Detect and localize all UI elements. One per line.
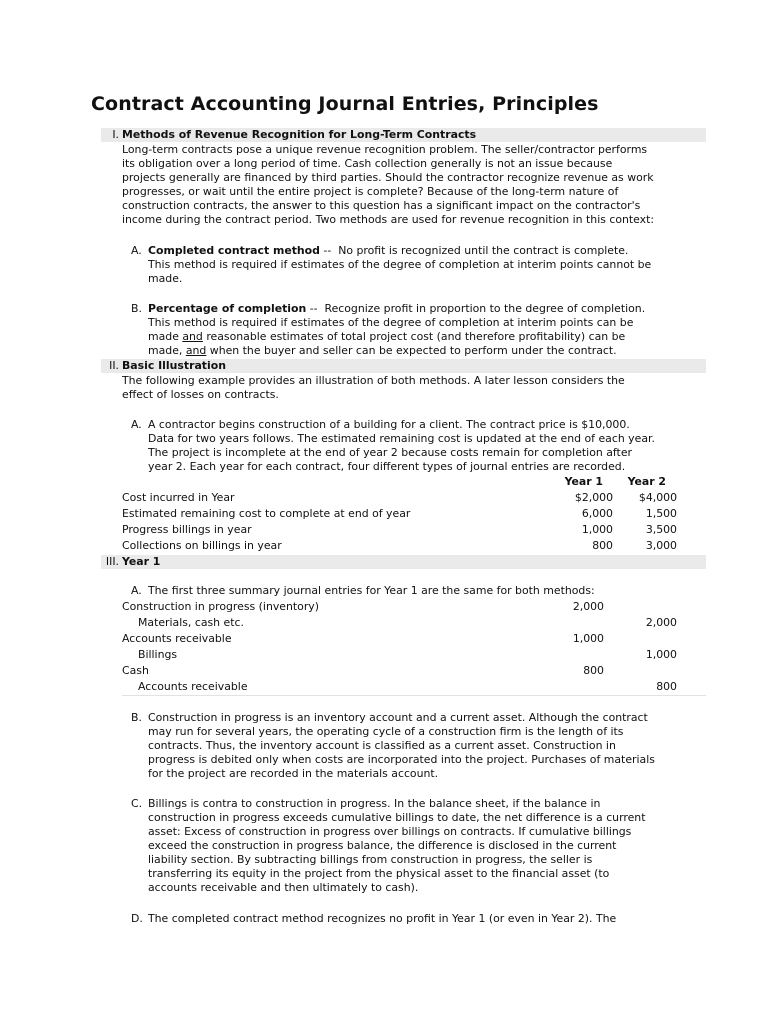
list-item-label: B. [131, 302, 142, 315]
paragraph-line: effect of losses on contracts. [122, 388, 279, 401]
list-item-line: The completed contract method recognizes no profit in Year 1 (or even in Year 2). The [148, 912, 617, 925]
table-cell: 1,500 [645, 507, 677, 520]
list-item-line: Construction in progress is an inventory account and a current asset. Although the contract [148, 711, 648, 724]
paragraph-line: its obligation over a long period of time. Cash collection generally is not an issue because [122, 157, 613, 170]
table-row-label: Collections on billings in year [122, 539, 282, 552]
journal-debit: 1,000 [572, 632, 604, 645]
table-cell: 6,000 [581, 507, 613, 520]
list-item-line [148, 302, 645, 316]
journal-credit: 1,000 [645, 648, 677, 661]
term-percentage-of-completion: Percentage of completion [148, 302, 307, 315]
section-title: Year 1 [122, 555, 161, 568]
list-item-line [148, 330, 625, 344]
table-header-year1: Year 1 [564, 475, 603, 488]
section-title: Methods of Revenue Recognition for Long-Term Contracts [122, 128, 477, 141]
list-item-line: year 2. Each year for each contract, four different types of journal entries are recorded. [148, 460, 626, 473]
list-item-line: Data for two years follows. The estimated remaining cost is updated at the end of each year. [148, 432, 655, 445]
list-item-line: This method is required if estimates of the degree of completion at interim points can be [148, 316, 634, 329]
page-title: Contract Accounting Journal Entries, Principles [91, 93, 599, 115]
table-cell: 3,500 [645, 523, 677, 536]
table-cell: 1,000 [581, 523, 613, 536]
table-cell: 800 [592, 539, 613, 552]
text: when the buyer and seller can be expected to perform under the contract. [206, 344, 617, 357]
list-item-line: The project is incomplete at the end of year 2 because costs remain for completion after [148, 446, 632, 459]
section-band [101, 555, 706, 569]
list-item-line: This method is required if estimates of the degree of completion at interim points cannot be [148, 258, 652, 271]
table-cell: $2,000 [574, 491, 613, 504]
list-item-line: transferring its equity in the project from the physical asset to the financial asset (to [148, 867, 610, 880]
table-cell: $4,000 [638, 491, 677, 504]
section-title: Basic Illustration [122, 359, 226, 372]
paragraph-line: income during the contract period. Two methods are used for revenue recognition in this context: [122, 213, 655, 226]
underlined-and: and [185, 344, 207, 357]
list-item-label: A. [131, 244, 142, 257]
journal-account: Cash [122, 664, 149, 677]
list-item-line: Billings is contra to construction in progress. In the balance sheet, if the balance in [148, 797, 601, 810]
list-item-line: construction in progress exceeds cumulative billings to date, the net difference is a current [148, 811, 646, 824]
term-completed-contract: Completed contract method [148, 244, 320, 257]
list-item-line: liability section. By subtracting billings from construction in progress, the seller is [148, 853, 593, 866]
journal-account: Accounts receivable [122, 632, 232, 645]
list-item-line: A contractor begins construction of a building for a client. The contract price is $10,000. [148, 418, 630, 431]
paragraph-line: The following example provides an illustration of both methods. A later lesson considers the [122, 374, 625, 387]
section-number: I. [112, 128, 119, 141]
text: made [148, 330, 183, 343]
underlined-and: and [182, 330, 203, 343]
list-item-line [148, 344, 617, 358]
table-cell: 3,000 [645, 539, 677, 552]
list-item-line: The first three summary journal entries for Year 1 are the same for both methods: [148, 584, 595, 597]
table-row-label: Progress billings in year [122, 523, 252, 536]
journal-debit: 2,000 [572, 600, 604, 613]
definition: Recognize profit in proportion to the degree of completion. [317, 302, 646, 315]
list-item-line: asset: Excess of construction in progress over billings on contracts. If cumulative billings [148, 825, 632, 838]
section-number: II. [109, 359, 119, 372]
list-item-line: accounts receivable and then ultimately to cash). [148, 881, 419, 894]
section-number: III. [105, 555, 119, 568]
table-row-label: Estimated remaining cost to complete at end of year [122, 507, 411, 520]
list-item-label: D. [131, 912, 143, 925]
journal-account: Construction in progress (inventory) [122, 600, 319, 613]
paragraph-line: projects generally are financed by third parties. Should the contractor recognize revenue as work [122, 171, 654, 184]
journal-account: Accounts receivable [138, 680, 248, 693]
list-item-line: for the project are recorded in the materials account. [148, 767, 439, 780]
table-row-label: Cost incurred in Year [122, 491, 235, 504]
journal-credit: 800 [656, 680, 677, 693]
journal-credit: 2,000 [645, 616, 677, 629]
list-item-label: A. [131, 418, 142, 431]
list-item-line: progress is debited only when costs are incorporated into the project. Purchases of materials [148, 753, 655, 766]
dash: -- [306, 302, 318, 315]
dash: -- [319, 244, 332, 257]
list-item-line: contracts. Thus, the inventory account is classified as a current asset. Construction in [148, 739, 616, 752]
definition: No profit is recognized until the contract is complete. [331, 244, 629, 257]
table-header-year2: Year 2 [627, 475, 666, 488]
journal-account: Billings [138, 648, 178, 661]
list-item-line: made. [148, 272, 183, 285]
journal-account: Materials, cash etc. [138, 616, 244, 629]
list-item-label: A. [131, 584, 142, 597]
paragraph-line: Long-term contracts pose a unique revenue recognition problem. The seller/contractor performs [122, 143, 648, 156]
text: reasonable estimates of total project cost (and therefore profitability) can be [202, 330, 626, 343]
paragraph-line: progresses, or wait until the entire project is complete? Because of the long-term nature of [122, 185, 619, 198]
divider [122, 695, 706, 696]
list-item-line [148, 244, 628, 258]
text: made, [148, 344, 186, 357]
list-item-label: C. [131, 797, 143, 810]
list-item-line: exceed the construction in progress balance, the difference is disclosed in the current [148, 839, 617, 852]
list-item-line: may run for several years, the operating cycle of a construction firm is the length of its [148, 725, 624, 738]
journal-debit: 800 [583, 664, 604, 677]
list-item-label: B. [131, 711, 142, 724]
paragraph-line: construction contracts, the answer to this question has a significant impact on the contractor's [122, 199, 641, 212]
